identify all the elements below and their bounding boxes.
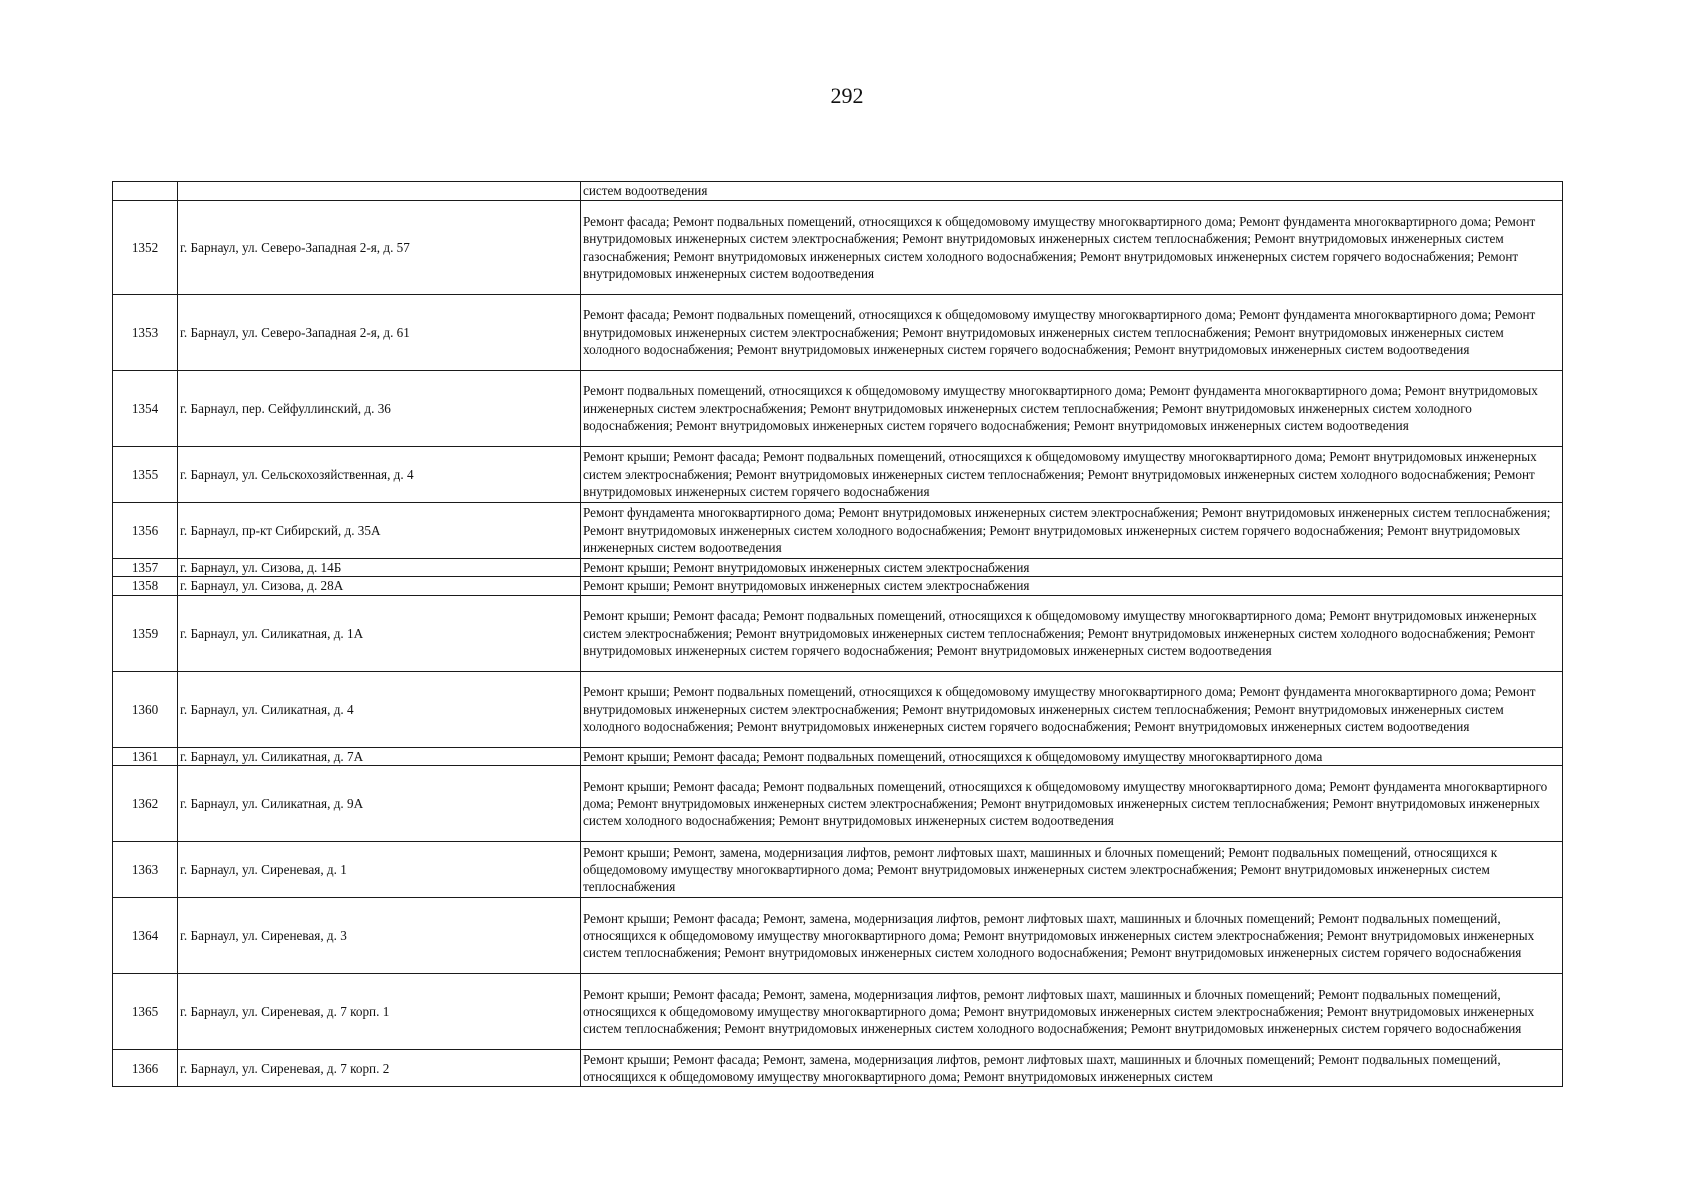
row-number-cell: 1353: [113, 295, 178, 371]
row-number-cell: 1359: [113, 595, 178, 671]
works-cell: Ремонт подвальных помещений, относящихся к общедомовому имуществу многоквартирного дома; Ремонт фундамента многоквартирного дома; Ремонт внутридомовых инженерных систем электроснабжения; Ремонт внутридомовых инженерных систем теплоснабжения; Ремонт внутридомовых инженерных систем холодного водоснабжения; Ремонт внутридомовых инженерных систем горячего водоснабжения; Ремонт внутридомовых инженерных систем водоотведения: [581, 371, 1563, 447]
page-number: 292: [830, 83, 864, 108]
address-cell: г. Барнаул, ул. Сиреневая, д. 3: [178, 898, 581, 974]
works-cell: Ремонт фасада; Ремонт подвальных помещений, относящихся к общедомовому имуществу многоквартирного дома; Ремонт фундамента многоквартирного дома; Ремонт внутридомовых инженерных систем электроснабжения; Ремонт внутридомовых инженерных систем теплоснабжения; Ремонт внутридомовых инженерных систем газоснабжения; Ремонт внутридомовых инженерных систем холодного водоснабжения; Ремонт внутридомовых инженерных систем горячего водоснабжения; Ремонт внутридомовых инженерных систем водоотведения: [581, 201, 1563, 295]
address-cell: г. Барнаул, ул. Северо-Западная 2-я, д. 61: [178, 295, 581, 371]
table-row: [113, 503, 1563, 559]
address-cell: г. Барнаул, ул. Сельскохозяйственная, д. 4: [178, 447, 581, 503]
row-number-cell: 1364: [113, 898, 178, 974]
address-cell: г. Барнаул, ул. Сиреневая, д. 7 корп. 2: [178, 1050, 581, 1087]
address-cell: г. Барнаул, ул. Северо-Западная 2-я, д. 57: [178, 201, 581, 295]
table-row: [113, 447, 1563, 503]
address-cell: г. Барнаул, пер. Сейфуллинский, д. 36: [178, 371, 581, 447]
row-number-cell: 1363: [113, 842, 178, 898]
registry-table: [112, 181, 1563, 1087]
row-number-cell: 1358: [113, 577, 178, 595]
address-cell: [178, 182, 581, 201]
works-cell: Ремонт крыши; Ремонт фасада; Ремонт, замена, модернизация лифтов, ремонт лифтовых шахт, машинных и блочных помещений; Ремонт подвальных помещений, относящихся к общедомовому имуществу многоквартирного дома; Ремонт внутридомовых инженерных систем электроснабжения; Ремонт внутридомовых инженерных систем теплоснабжения; Ремонт внутридомовых инженерных систем холодного водоснабжения; Ремонт внутридомовых инженерных систем горячего водоснабжения: [581, 974, 1563, 1050]
row-number-cell: 1352: [113, 201, 178, 295]
table-row: [113, 842, 1563, 898]
address-cell: г. Барнаул, ул. Силикатная, д. 9А: [178, 766, 581, 842]
row-number-cell: 1365: [113, 974, 178, 1050]
works-cell: Ремонт крыши; Ремонт фасада; Ремонт, замена, модернизация лифтов, ремонт лифтовых шахт, машинных и блочных помещений; Ремонт подвальных помещений, относящихся к общедомовому имуществу многоквартирного дома; Ремонт внутридомовых инженерных систем электроснабжения; Ремонт внутридомовых инженерных систем теплоснабжения; Ремонт внутридомовых инженерных систем холодного водоснабжения; Ремонт внутридомовых инженерных систем горячего водоснабжения: [581, 898, 1563, 974]
works-cell: Ремонт фундамента многоквартирного дома; Ремонт внутридомовых инженерных систем электроснабжения; Ремонт внутридомовых инженерных систем теплоснабжения; Ремонт внутридомовых инженерных систем холодного водоснабжения; Ремонт внутридомовых инженерных систем горячего водоснабжения; Ремонт внутридомовых инженерных систем водоотведения: [581, 503, 1563, 559]
row-number-cell: 1356: [113, 503, 178, 559]
address-cell: г. Барнаул, ул. Силикатная, д. 1А: [178, 595, 581, 671]
row-number-cell: 1354: [113, 371, 178, 447]
table-row: [113, 371, 1563, 447]
address-cell: г. Барнаул, ул. Силикатная, д. 7А: [178, 747, 581, 765]
address-cell: г. Барнаул, пр-кт Сибирский, д. 35А: [178, 503, 581, 559]
works-cell: систем водоотведения: [581, 182, 1563, 201]
table-row: [113, 201, 1563, 295]
table-row: [113, 577, 1563, 595]
row-number-cell: 1362: [113, 766, 178, 842]
table-row: [113, 1050, 1563, 1087]
address-cell: г. Барнаул, ул. Сиреневая, д. 7 корп. 1: [178, 974, 581, 1050]
works-cell: Ремонт крыши; Ремонт внутридомовых инженерных систем электроснабжения: [581, 577, 1563, 595]
works-cell: Ремонт крыши; Ремонт фасада; Ремонт подвальных помещений, относящихся к общедомовому имуществу многоквартирного дома; Ремонт фундамента многоквартирного дома; Ремонт внутридомовых инженерных систем электроснабжения; Ремонт внутридомовых инженерных систем теплоснабжения; Ремонт внутридомовых инженерных систем холодного водоснабжения; Ремонт внутридомовых инженерных систем водоотведения: [581, 766, 1563, 842]
table-row: [113, 595, 1563, 671]
address-cell: г. Барнаул, ул. Силикатная, д. 4: [178, 671, 581, 747]
row-number-cell: 1360: [113, 671, 178, 747]
table-row-continuation: [113, 182, 1563, 201]
address-cell: г. Барнаул, ул. Сиреневая, д. 1: [178, 842, 581, 898]
table-row: [113, 295, 1563, 371]
works-cell: Ремонт крыши; Ремонт фасада; Ремонт подвальных помещений, относящихся к общедомовому имуществу многоквартирного дома; Ремонт внутридомовых инженерных систем электроснабжения; Ремонт внутридомовых инженерных систем теплоснабжения; Ремонт внутридомовых инженерных систем холодного водоснабжения; Ремонт внутридомовых инженерных систем горячего водоснабжения: [581, 447, 1563, 503]
table-row: [113, 671, 1563, 747]
works-cell: Ремонт крыши; Ремонт, замена, модернизация лифтов, ремонт лифтовых шахт, машинных и блочных помещений; Ремонт подвальных помещений, относящихся к общедомовому имуществу многоквартирного дома; Ремонт внутридомовых инженерных систем электроснабжения; Ремонт внутридомовых инженерных систем теплоснабжения: [581, 842, 1563, 898]
works-cell: Ремонт крыши; Ремонт фасада; Ремонт, замена, модернизация лифтов, ремонт лифтовых шахт, машинных и блочных помещений; Ремонт подвальных помещений, относящихся к общедомовому имуществу многоквартирного дома; Ремонт внутридомовых инженерных систем: [581, 1050, 1563, 1087]
address-cell: г. Барнаул, ул. Сизова, д. 28А: [178, 577, 581, 595]
table-row: [113, 974, 1563, 1050]
table-row: [113, 766, 1563, 842]
table-row: [113, 559, 1563, 577]
works-cell: Ремонт крыши; Ремонт подвальных помещений, относящихся к общедомовому имуществу многоквартирного дома; Ремонт фундамента многоквартирного дома; Ремонт внутридомовых инженерных систем электроснабжения; Ремонт внутридомовых инженерных систем теплоснабжения; Ремонт внутридомовых инженерных систем холодного водоснабжения; Ремонт внутридомовых инженерных систем горячего водоснабжения; Ремонт внутридомовых инженерных систем водоотведения: [581, 671, 1563, 747]
row-number-cell: 1355: [113, 447, 178, 503]
works-cell: Ремонт крыши; Ремонт фасада; Ремонт подвальных помещений, относящихся к общедомовому имуществу многоквартирного дома: [581, 747, 1563, 765]
row-number-cell: 1361: [113, 747, 178, 765]
works-cell: Ремонт фасада; Ремонт подвальных помещений, относящихся к общедомовому имуществу многоквартирного дома; Ремонт фундамента многоквартирного дома; Ремонт внутридомовых инженерных систем электроснабжения; Ремонт внутридомовых инженерных систем теплоснабжения; Ремонт внутридомовых инженерных систем холодного водоснабжения; Ремонт внутридомовых инженерных систем горячего водоснабжения; Ремонт внутридомовых инженерных систем водоотведения: [581, 295, 1563, 371]
row-number-cell: 1357: [113, 559, 178, 577]
table-row: [113, 747, 1563, 765]
works-cell: Ремонт крыши; Ремонт внутридомовых инженерных систем электроснабжения: [581, 559, 1563, 577]
table-row: [113, 898, 1563, 974]
row-number-cell: 1366: [113, 1050, 178, 1087]
works-cell: Ремонт крыши; Ремонт фасада; Ремонт подвальных помещений, относящихся к общедомовому имуществу многоквартирного дома; Ремонт внутридомовых инженерных систем электроснабжения; Ремонт внутридомовых инженерных систем теплоснабжения; Ремонт внутридомовых инженерных систем холодного водоснабжения; Ремонт внутридомовых инженерных систем горячего водоснабжения; Ремонт внутридомовых инженерных систем водоотведения: [581, 595, 1563, 671]
address-cell: г. Барнаул, ул. Сизова, д. 14Б: [178, 559, 581, 577]
row-number-cell: [113, 182, 178, 201]
